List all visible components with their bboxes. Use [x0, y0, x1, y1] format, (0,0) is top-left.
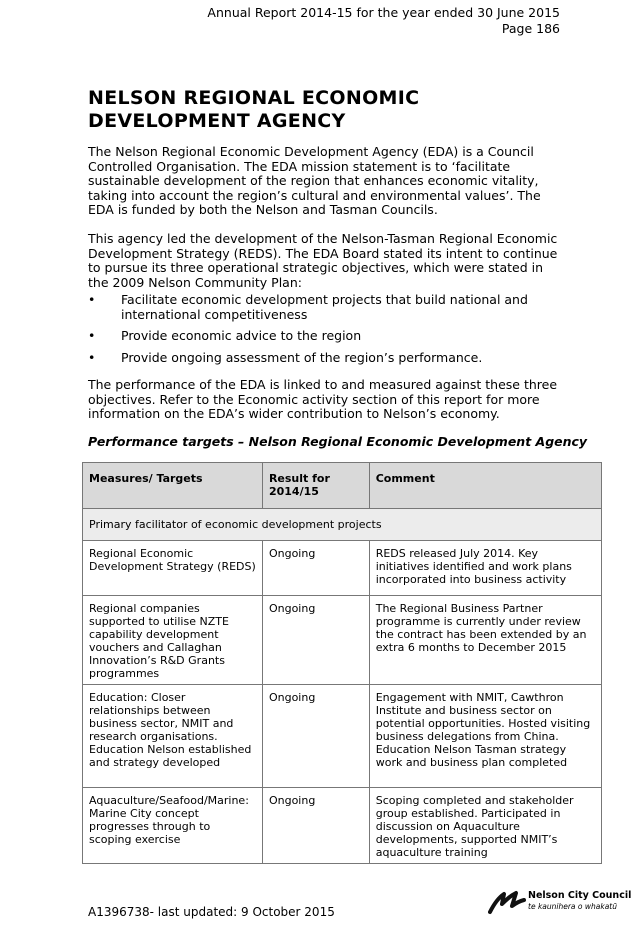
- logo-name: Nelson City Council: [528, 890, 632, 901]
- measure-cell: Regional companies supported to utilise NZTE capability development vouchers and Callaghan Innovation’s R&D Grants programmes: [83, 596, 263, 685]
- measure-cell: Regional Economic Development Strategy (REDS): [83, 541, 263, 596]
- table-row: [83, 685, 602, 788]
- performance-targets-table: [82, 462, 602, 864]
- document-reference: A1396738- last updated: 9 October 2015: [88, 905, 335, 919]
- result-cell: Ongoing: [262, 788, 369, 864]
- page-header: [207, 5, 560, 37]
- column-header-measures: Measures/ Targets: [83, 463, 263, 509]
- list-item: • Provide ongoing assessment of the region’s performance.: [88, 349, 483, 365]
- table-row: [83, 541, 602, 596]
- page-number: Page 186: [501, 21, 560, 36]
- page-title: NELSON REGIONAL ECONOMIC DEVELOPMENT AGENCY: [88, 87, 420, 132]
- column-header-result: Result for 2014/15: [262, 463, 369, 509]
- measure-cell: Aquaculture/Seafood/Marine: Marine City concept progresses through to scoping exercise: [83, 788, 263, 864]
- column-header-comment: Comment: [369, 463, 601, 509]
- result-cell: Ongoing: [262, 541, 369, 596]
- comment-cell: Engagement with NMIT, Cawthron Institute and business sector on potential opportunities. Hosted visiting business delegations from China. Education Nelson Tasman strategy work and business plan completed: [369, 685, 601, 788]
- comment-cell: REDS released July 2014. Key initiatives identified and work plans incorporated into business activity: [369, 541, 601, 596]
- nelson-city-council-logo-icon: [488, 890, 526, 916]
- bullet-icon: •: [88, 292, 96, 307]
- strategy-paragraph: This agency led the development of the Nelson-Tasman Regional Economic Development Strategy (REDS). The EDA Board stated its intent to continue to pursue its three operational strategic objectives, which were stated in the 2009 Nelson Community Plan:: [88, 231, 558, 290]
- measure-cell: Education: Closer relationships between business sector, NMIT and research organisations. Education Nelson established and strategy developed: [83, 685, 263, 788]
- list-item: • Facilitate economic development projects that build national and international competitiveness: [88, 292, 528, 322]
- logo-tagline: te kaunihera o whakatū: [528, 902, 617, 911]
- performance-paragraph: The performance of the EDA is linked to and measured against these three objectives. Refer to the Economic activity section of this report for more information on the EDA’s wider contribution to Nelson’s economy.: [88, 377, 558, 421]
- table-row: [83, 596, 602, 685]
- table-row: [83, 788, 602, 864]
- comment-cell: Scoping completed and stakeholder group established. Participated in discussion on Aquaculture developments, supported NMIT’s aquaculture training: [369, 788, 601, 864]
- council-logo: [488, 888, 638, 918]
- objectives-list: [88, 293, 566, 372]
- report-title: Annual Report 2014-15 for the year ended 30 June 2015: [207, 5, 560, 20]
- result-cell: Ongoing: [262, 685, 369, 788]
- section-label: Primary facilitator of economic development projects: [83, 509, 602, 541]
- bullet-icon: •: [88, 349, 96, 365]
- comment-cell: The Regional Business Partner programme is currently under review the contract has been extended by an extra 6 months to December 2015: [369, 596, 601, 685]
- table-heading: Performance targets – Nelson Regional Economic Development Agency: [88, 434, 588, 449]
- intro-paragraph: The Nelson Regional Economic Development Agency (EDA) is a Council Controlled Organisation. The EDA mission statement is to ‘facilitate sustainable development of the region that enhances economic vitality, taking into account the region’s cultural and environmental values’. The EDA is funded by both the Nelson and Tasman Councils.: [88, 144, 541, 217]
- bullet-icon: •: [88, 328, 96, 343]
- list-item: • Provide economic advice to the region: [88, 328, 362, 343]
- table-header-row: [83, 463, 602, 509]
- table-section-row: [83, 509, 602, 541]
- result-cell: Ongoing: [262, 596, 369, 685]
